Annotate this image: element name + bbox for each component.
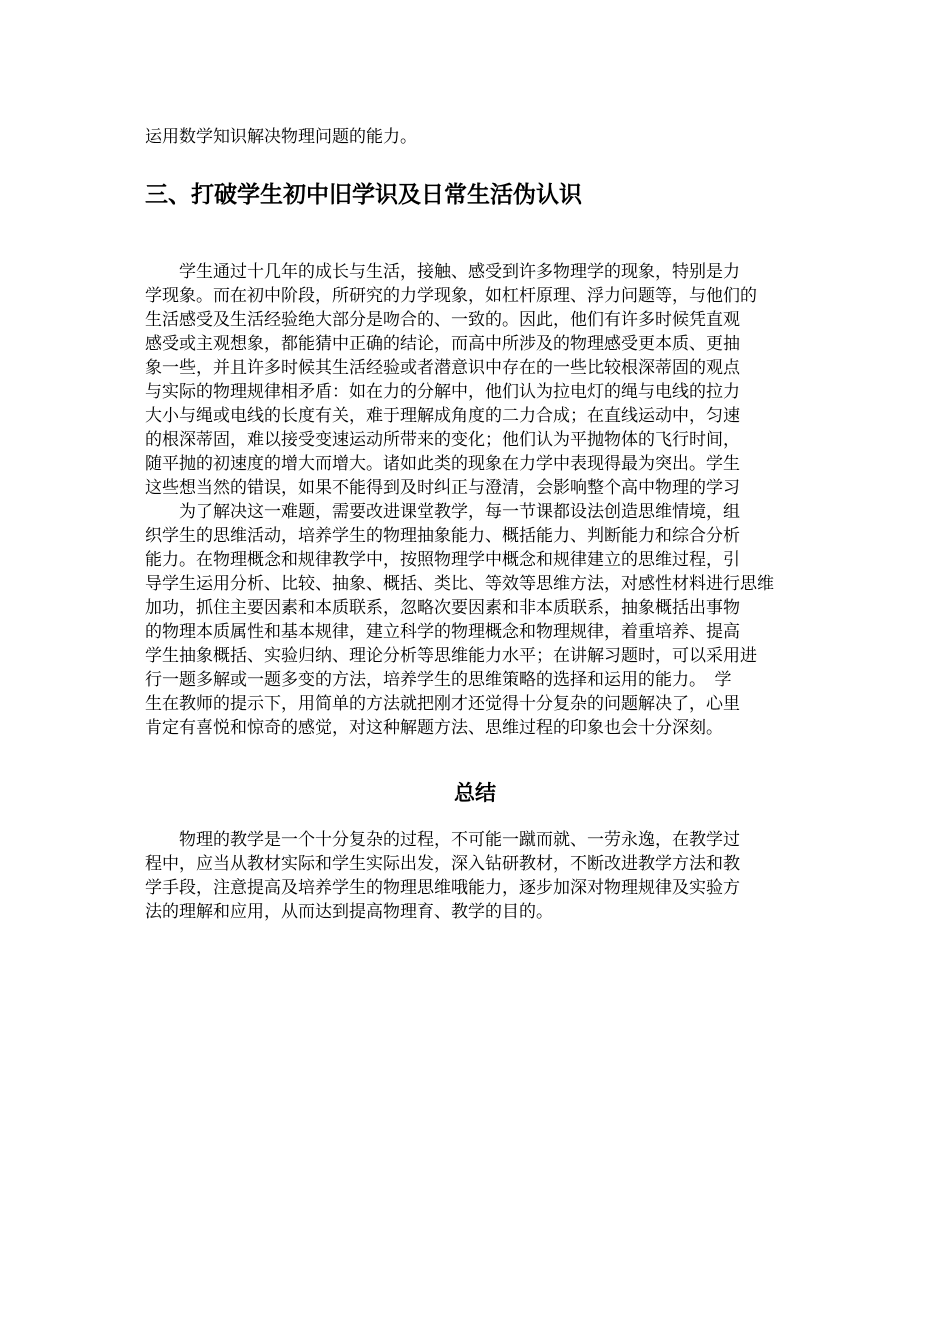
paragraph-line: 象一些，并且许多时候其生活经验或者潜意识中存在的一些比较根深蒂固的观点 <box>145 358 740 378</box>
section-3-heading: 三、打破学生初中旧学识及日常生活伪认识 <box>145 182 582 208</box>
paragraph-line: 为了解决这一难题，需要改进课堂教学，每一节课都设法创造思维情境，组 <box>145 502 740 522</box>
paragraph-line: 生活感受及生活经验绝大部分是吻合的、一致的。因此，他们有许多时候凭直观 <box>145 310 740 330</box>
paragraph-line: 学生通过十几年的成长与生活，接触、感受到许多物理学的现象，特别是力 <box>145 262 740 282</box>
paragraph-line: 学手段，注意提高及培养学生的物理思维哦能力，逐步加深对物理规律及实验方 <box>145 878 740 898</box>
summary-heading: 总结 <box>454 781 496 805</box>
paragraph-line: 行一题多解或一题多变的方法，培养学生的思维策略的选择和运用的能力。 学 <box>145 670 732 690</box>
paragraph-line: 程中，应当从教材实际和学生实际出发，深入钻研教材，不断改进教学方法和教 <box>145 854 740 874</box>
paragraph-line: 感受或主观想象，都能猜中正确的结论，而高中所涉及的物理感受更本质、更抽 <box>145 334 740 354</box>
paragraph-line: 法的理解和应用，从而达到提高物理育、教学的目的。 <box>145 902 553 922</box>
paragraph-line: 大小与绳或电线的长度有关，难于理解成角度的二力合成；在直线运动中，匀速 <box>145 406 740 426</box>
paragraph-line: 织学生的思维活动，培养学生的物理抽象能力、概括能力、判断能力和综合分析 <box>145 526 740 546</box>
paragraph-line: 物理的教学是一个十分复杂的过程，不可能一蹴而就、一劳永逸，在教学过 <box>145 830 740 850</box>
paragraph-line: 学生抽象概括、实验归纳、理论分析等思维能力水平；在讲解习题时，可以采用进 <box>145 646 757 666</box>
paragraph-line: 加功，抓住主要因素和本质联系，忽略次要因素和非本质联系，抽象概括出事物 <box>145 598 740 618</box>
paragraph-line: 这些想当然的错误，如果不能得到及时纠正与澄清，会影响整个高中物理的学习 <box>145 478 740 498</box>
paragraph-line: 随平抛的初速度的增大而增大。诸如此类的现象在力学中表现得最为突出。学生 <box>145 454 740 474</box>
paragraph-line: 与实际的物理规律相矛盾：如在力的分解中，他们认为拉电灯的绳与电线的拉力 <box>145 382 740 402</box>
paragraph-line: 肯定有喜悦和惊奇的感觉，对这种解题方法、思维过程的印象也会十分深刻。 <box>145 718 723 738</box>
paragraph-line: 的根深蒂固，难以接受变速运动所带来的变化；他们认为平抛物体的飞行时间， <box>145 430 740 450</box>
paragraph-line: 的物理本质属性和基本规律，建立科学的物理概念和物理规律，着重培养、提高 <box>145 622 740 642</box>
paragraph-line: 能力。在物理概念和规律教学中，按照物理学中概念和规律建立的思维过程，引 <box>145 550 740 570</box>
top-fragment: 运用数学知识解决物理问题的能力。 <box>145 127 417 147</box>
paragraph-line: 生在教师的提示下，用简单的方法就把刚才还觉得十分复杂的问题解决了，心里 <box>145 694 740 714</box>
paragraph-line: 导学生运用分析、比较、抽象、概括、类比、等效等思维方法，对感性材料进行思维 <box>145 574 774 594</box>
paragraph-line: 学现象。而在初中阶段，所研究的力学现象，如杠杆原理、浮力问题等，与他们的 <box>145 286 757 306</box>
